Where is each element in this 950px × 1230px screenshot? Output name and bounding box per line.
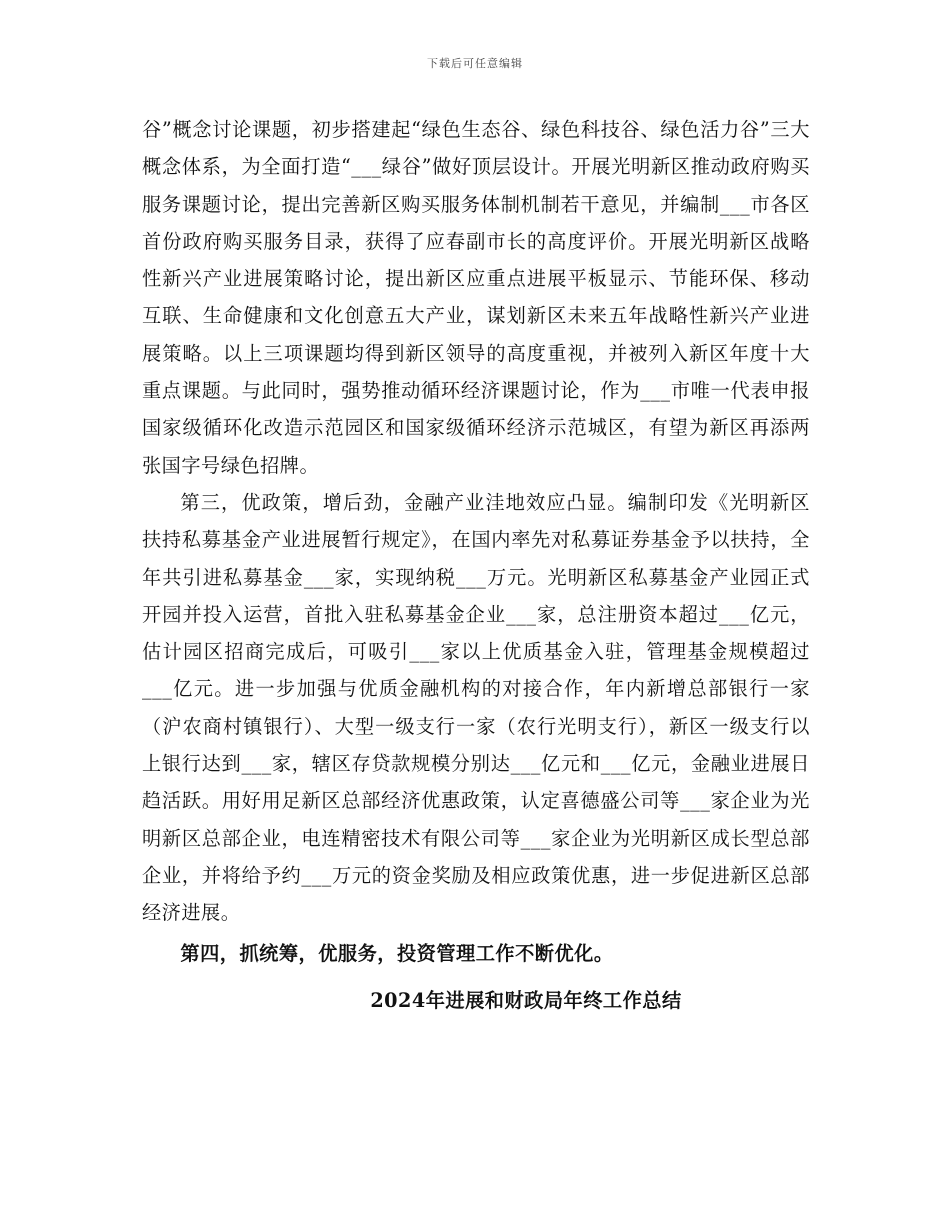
document-body bbox=[142, 111, 810, 1019]
page-header: 下载后可任意编辑 bbox=[427, 57, 523, 70]
document-title: 2024年进展和财政局年终工作总结 bbox=[370, 988, 682, 1012]
paragraph-research-topics: 谷”概念讨论课题，初步搭建起“绿色生态谷、绿色科技谷、绿色活力谷”三大概念体系，为全面打造“___绿谷”做好顶层设计。开展光明新区推动政府购买服务课题讨论，提出完善新区购买服务体制机制若干意见，并编制___市各区首份政府购买服务目录，获得了应春副市长的高度评价。开展光明新区战略性新兴产业进展策略讨论，提出新区应重点进展平板显示、节能环保、移动互联、生命健康和文化创意五大产业，谋划新区未来五年战略性新兴产业进展策略。以上三项课题均得到新区领导的高度重视，并被列入新区年度十大重点课题。与此同时，强势推动循环经济课题讨论，作为___市唯一代表申报国家级循环化改造示范园区和国家级循环经济示范城区，有望为新区再添两张国字号绿色招牌。 bbox=[142, 118, 810, 477]
section-heading-four: 第四，抓统筹，优服务，投资管理工作不断优化。 bbox=[180, 941, 614, 965]
paragraph-finance-policy: 第三，优政策，增后劲，金融产业洼地效应凸显。编制印发《光明新区扶持私募基金产业进展暂行规定》，在国内率先对私募证券基金予以扶持，全年共引进私募基金___家，实现纳税___万元。光明新区私募基金产业园正式开园并投入运营，首批入驻私募基金企业___家，总注册资本超过___亿元，估计园区招商完成后，可吸引___家以上优质基金入驻，管理基金规模超过___亿元。进一步加强与优质金融机构的对接合作，年内新增总部银行一家（沪农商村镇银行）、大型一级支行一家（农行光明支行），新区一级支行以上银行达到___家，辖区存贷款规模分别达___亿元和___亿元，金融业进展日趋活跃。用好用足新区总部经济优惠政策，认定喜德盛公司等___家企业为光明新区总部企业，电连精密技术有限公司等___家企业为光明新区成长型总部企业，并将给予约___万元的资金奖励及相应政策优惠，进一步促进新区总部经济进展。 bbox=[142, 490, 810, 925]
